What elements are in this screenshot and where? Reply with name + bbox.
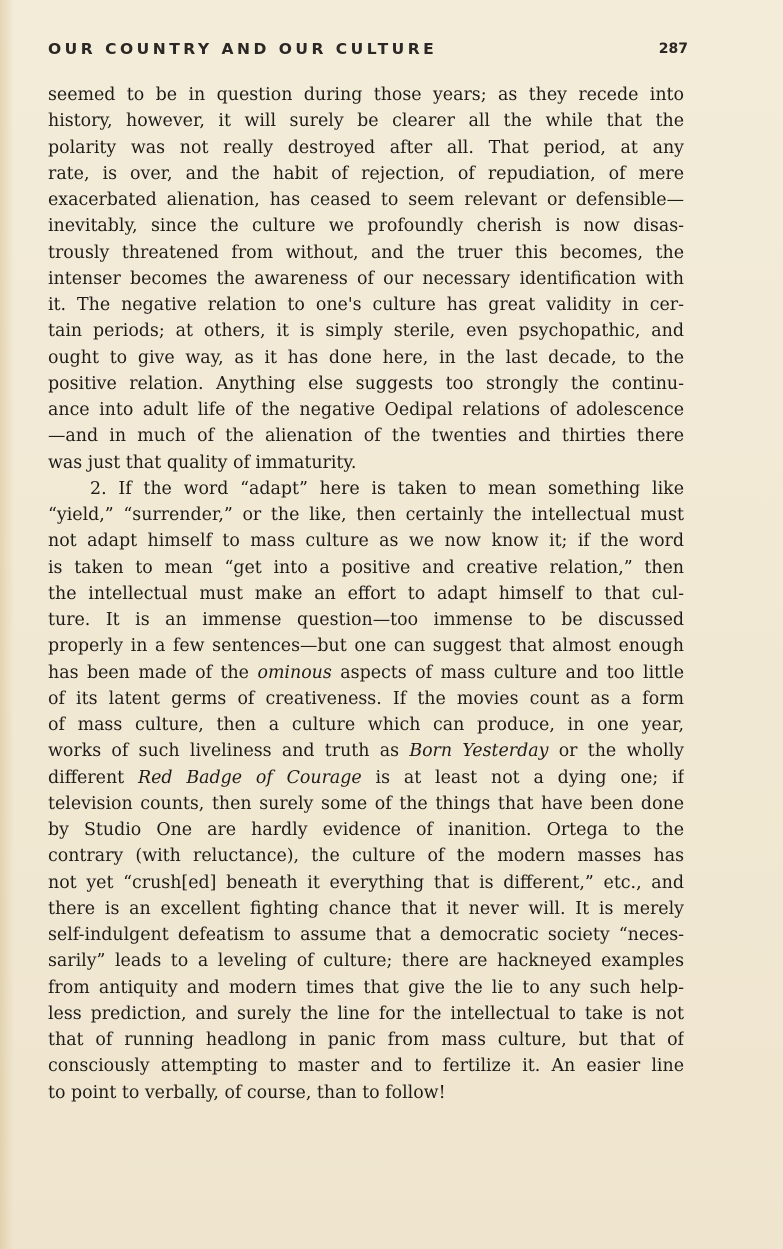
text-line: by Studio One are hardly evidence of inanition. Ortega to the xyxy=(48,820,684,840)
text-line: television counts, then surely some of the things that have been done xyxy=(48,793,684,814)
film-title: Born Yesterday xyxy=(409,741,549,762)
text-line-with-italic xyxy=(48,660,684,686)
text-line: less prediction, and surely the line for the intellectual to take is not xyxy=(48,1003,684,1024)
text-line: intenser becomes the awareness of our necessary identification with xyxy=(48,268,684,289)
text-line: inevitably, since the culture we profoundly cherish is now disas- xyxy=(48,216,684,237)
text-line: trously threatened from without, and the truer this becomes, the xyxy=(48,242,684,263)
text-fragment: is at least not a dying one; if xyxy=(375,767,684,788)
text-line: —and in much of the alienation of the twenties and thirties there xyxy=(48,426,684,447)
text-line: was just that quality of immaturity. xyxy=(48,452,357,473)
text-fragment: has been made of the xyxy=(48,662,249,683)
text-fragment: works of such liveliness and truth as xyxy=(48,741,400,762)
body-text xyxy=(48,82,684,1106)
text-line: properly in a few sentences—but one can suggest that almost enough xyxy=(48,636,684,657)
text-line: tain periods; at others, it is simply sterile, even psychopathic, and xyxy=(48,321,684,342)
text-line: from antiquity and modern times that give the lie to any such help- xyxy=(48,977,684,998)
text-line: seemed to be in question during those years; as they recede into xyxy=(48,85,684,105)
text-line-with-title xyxy=(48,738,684,764)
text-line: consciously attempting to master and to fertilize it. An easier line xyxy=(48,1056,684,1077)
text-line: is taken to mean “get into a positive and creative relation,” then xyxy=(48,557,684,578)
text-line: exacerbated alienation, has ceased to seem relevant or defensible— xyxy=(48,190,684,210)
text-line: there is an excellent fighting chance that it never will. It is merely xyxy=(48,898,684,919)
text-line: to point to verbally, of course, than to follow! xyxy=(48,1082,446,1103)
text-fragment: different xyxy=(48,767,125,788)
text-line: sarily” leads to a leveling of culture; there are hackneyed examples xyxy=(48,951,684,972)
text-line: it. The negative relation to one's culture has great validity in cer- xyxy=(48,295,684,315)
text-line: contrary (with reluctance), the culture of the modern masses has xyxy=(48,846,684,867)
text-line: 2. If the word “adapt” here is taken to mean something like xyxy=(90,478,684,499)
text-line: positive relation. Anything else suggests too strongly the continu- xyxy=(48,373,684,394)
text-line: polarity was not really destroyed after all. That period, at any xyxy=(48,137,684,158)
text-line: ture. It is an immense question—too immense to be discussed xyxy=(48,610,684,630)
text-line: “yield,” “surrender,” or the like, then certainly the intellectual must xyxy=(48,505,684,525)
text-line: not yet “crush[ed] beneath it everything that is different,” etc., and xyxy=(48,872,684,893)
text-line: that of running headlong in panic from mass culture, but that of xyxy=(48,1030,684,1050)
text-line: of mass culture, then a culture which can produce, in one year, xyxy=(48,715,684,735)
text-line: of its latent germs of creativeness. If the movies count as a form xyxy=(48,688,684,709)
text-line-with-title xyxy=(48,765,684,791)
text-line: ance into adult life of the negative Oedipal relations of adolescence xyxy=(48,400,684,420)
running-title: OUR COUNTRY AND OUR CULTURE xyxy=(48,40,438,58)
page-number: 287 xyxy=(658,41,688,57)
text-line: ought to give way, as it has done here, in the last decade, to the xyxy=(48,347,684,368)
text-line: rate, is over, and the habit of rejection, of repudiation, of mere xyxy=(48,163,684,184)
text-line: self-indulgent defeatism to assume that a democratic society “neces- xyxy=(48,925,684,945)
text-line: history, however, it will surely be clearer all the while that the xyxy=(48,111,684,132)
text-fragment: aspects of mass culture and too little xyxy=(340,662,684,683)
text-line: not adapt himself to mass culture as we now know it; if the word xyxy=(48,531,684,552)
italic-word: ominous xyxy=(257,662,332,683)
text-fragment: or the wholly xyxy=(558,741,684,762)
film-title: Red Badge of Courage xyxy=(137,767,362,788)
running-head xyxy=(48,40,688,64)
text-line: the intellectual must make an effort to adapt himself to that cul- xyxy=(48,583,684,604)
